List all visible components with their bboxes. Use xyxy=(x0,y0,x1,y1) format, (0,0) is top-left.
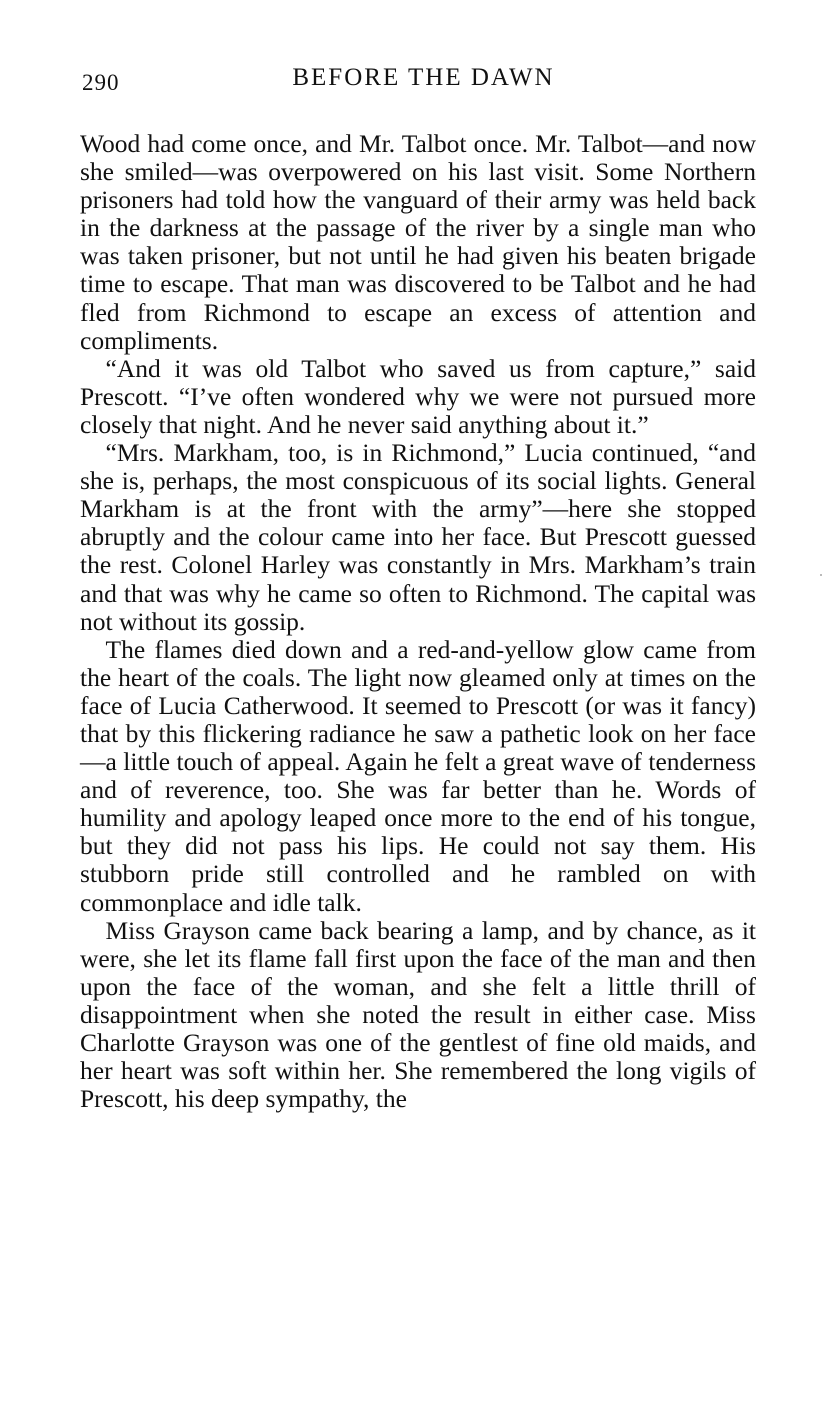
running-title: BEFORE THE DAWN xyxy=(292,64,555,91)
running-head xyxy=(82,64,757,104)
body-text xyxy=(80,130,756,1113)
paragraph: “And it was old Talbot who saved us from capture,” said Prescott. “I’ve often wondered why we were not pursued more closely that night. And he never said anything about it.” xyxy=(80,353,756,439)
paragraph: Miss Grayson came back bearing a lamp, and by chance, as it were, she let its flame fall first upon the face of the man and then upon the face of the woman, and she felt a little thrill of disappointment when she noted the result in either case. Miss Charlotte Grayson was one of the gentlest of fine old maids, and her heart was soft within her. She remembered the long vigils of Prescott, his deep sympathy, the xyxy=(80,915,756,1114)
paragraph: “Mrs. Markham, too, is in Richmond,” Lucia continued, “and she is, perhaps, the most conspicuous of its social lights. General Markham is at the front with the army”—here she stopped abruptly and the colour came into her face. But Prescott guessed the rest. Colonel Harley was constantly in Mrs. Markham’s train and that was why he came so often to Richmond. The capital was not without its gossip. xyxy=(80,438,756,636)
page-number: 290 xyxy=(82,70,120,95)
scan-speck xyxy=(820,574,822,576)
paragraph-continued: Wood had come once, and Mr. Talbot once. Mr. Talbot—and now she smiled—was overpowered on his last visit. Some Northern prisoners had told how the vanguard of their army was held back in the darkness at the passage of the river by a single man who was taken prisoner, but not until he had given his beaten brigade time to escape. That man was discovered to be Talbot and he had fled from Richmond to escape an excess of attention and compliments. xyxy=(80,129,756,355)
paragraph: The flames died down and a red-and-yellow glow came from the heart of the coals. The light now gleamed only at times on the face of Lucia Catherwood. It seemed to Prescott (or was it fancy) that by this flickering radiance he saw a pathetic look on her face—a little touch of appeal. Again he felt a great wave of tenderness and of reverence, too. She was far better than he. Words of humility and apology leaped once more to the end of his tongue, but they did not pass his lips. He could not say them. His stubborn pride still controlled and he rambled on with commonplace and idle talk. xyxy=(80,634,756,917)
